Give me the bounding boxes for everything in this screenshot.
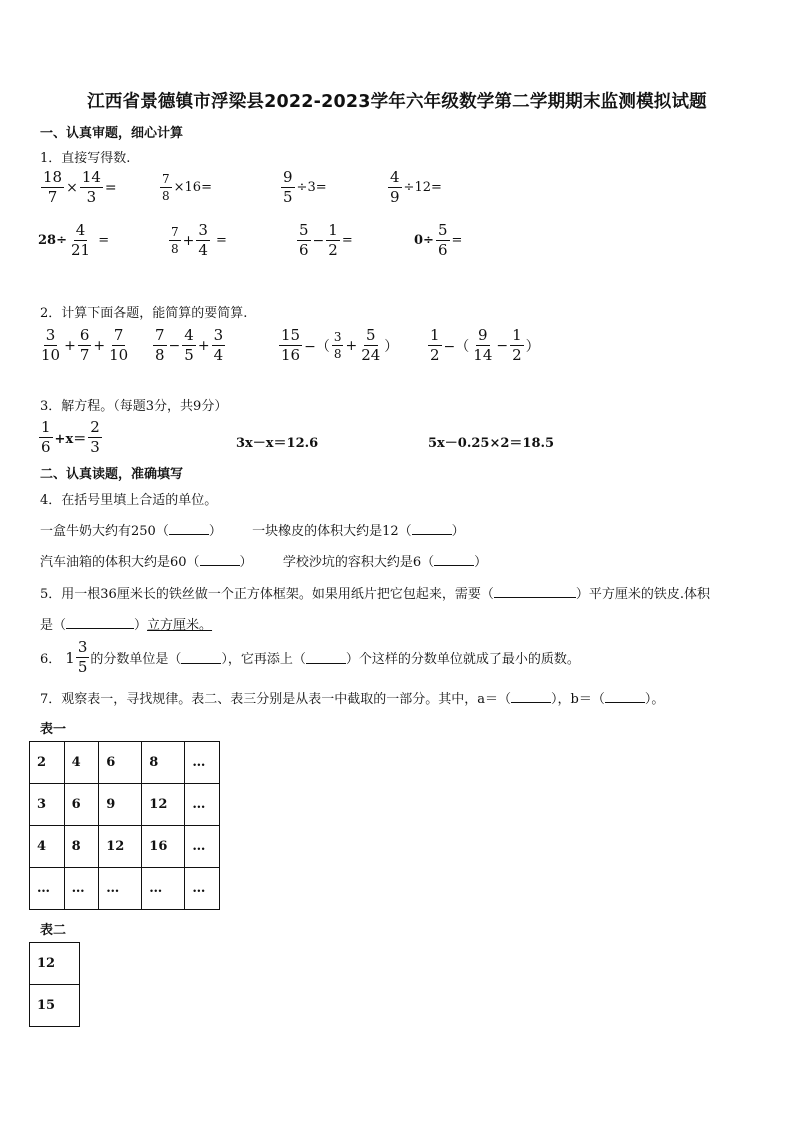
fraction: $\frac{5}{6}$ xyxy=(299,221,309,259)
section-1-heading: 一、认真审题，细心计算 xyxy=(40,126,184,141)
table-1-caption: 表一 xyxy=(40,722,67,737)
table-cell: 9 xyxy=(99,784,142,826)
answer-blank[interactable] xyxy=(434,554,474,566)
q1-label: 1．直接写得数. xyxy=(40,151,131,166)
fraction: $\frac{4}{21}$ xyxy=(70,221,91,259)
answer-blank[interactable] xyxy=(494,586,576,598)
table-cell: … xyxy=(142,868,185,910)
fraction: $\frac{7}{10}$ xyxy=(109,326,129,364)
q5-line-1: 5．用一根36厘米长的铁丝做一个正方体框架。如果用纸片把它包起来，需要（ ）平方厘米的铁皮.体积 xyxy=(40,587,710,602)
q1-item-b: $\frac{7}{8}$ ×16= xyxy=(162,172,212,203)
q2-expression-2: $\frac{7}{8}$ − $\frac{4}{5}$ + $\frac{3}{4}$ xyxy=(155,326,224,364)
answer-blank[interactable] xyxy=(306,652,346,664)
q1-item-a: $\frac{18}{7}$ × $\frac{14}{3}$ = xyxy=(43,168,117,206)
answer-blank-a[interactable] xyxy=(511,691,551,703)
answer-blank[interactable] xyxy=(412,523,452,535)
fraction: $\frac{7}{8}$ xyxy=(155,326,165,364)
table-cell: 12 xyxy=(30,943,80,985)
table-cell: … xyxy=(185,826,220,868)
table-cell: 4 xyxy=(30,826,65,868)
table-cell: … xyxy=(185,868,220,910)
section-2-heading: 二、认真读题，准确填写 xyxy=(40,467,184,482)
q3-equation-2: 3x－x＝12.6 xyxy=(236,436,319,451)
table-cell: 6 xyxy=(64,784,99,826)
table-row xyxy=(30,943,80,985)
answer-blank[interactable] xyxy=(169,523,209,535)
table-row xyxy=(30,742,220,784)
fraction: $\frac{3}{10}$ xyxy=(41,326,61,364)
fraction: $\frac{5}{6}$ xyxy=(437,221,448,259)
table-2-caption: 表二 xyxy=(40,923,67,938)
fraction: $\frac{3}{4}$ xyxy=(198,221,208,259)
fraction: $\frac{1}{2}$ xyxy=(328,221,338,259)
table-cell: 12 xyxy=(142,784,185,826)
fraction: $\frac{4}{9}$ xyxy=(390,168,400,206)
table-2 xyxy=(29,942,80,1027)
table-cell: 8 xyxy=(64,826,99,868)
table-cell: … xyxy=(30,868,65,910)
table-cell: 15 xyxy=(30,985,80,1027)
q3-label: 3．解方程。（每题3分，共9分） xyxy=(40,399,228,414)
q2-label: 2．计算下面各题，能简算的要简算. xyxy=(40,306,248,321)
answer-blank-b[interactable] xyxy=(605,691,645,703)
q1-item-d: $\frac{4}{9}$ ÷12= xyxy=(390,168,442,206)
q2-expression-1: $\frac{3}{10}$ + $\frac{6}{7}$ + $\frac{7}{10}$ xyxy=(41,326,129,364)
q3-equation-3: 5x－0.25×2＝18.5 xyxy=(428,436,555,451)
fraction: $\frac{1}{6}$ xyxy=(41,418,51,456)
fraction: $\frac{15}{16}$ xyxy=(281,326,301,364)
fraction: $\frac{4}{5}$ xyxy=(184,326,194,364)
table-cell: … xyxy=(64,868,99,910)
q4-line-1: 一盒牛奶大约有250（ ） 一块橡皮的体积大约是12（ ） xyxy=(40,524,465,539)
q3-equation-1: $\frac{1}{6}$ +x＝ $\frac{2}{3}$ xyxy=(41,418,100,456)
fraction: $\frac{6}{7}$ xyxy=(79,326,90,364)
q7-line: 7．观察表一，寻找规律。表二、表三分别是从表一中截取的一部分。其中，a＝（ ），b＝（ ）。 xyxy=(40,692,665,707)
q1-item-c: $\frac{9}{5}$ ÷3= xyxy=(283,168,327,206)
q6-line: 6． 1 $\frac{3}{5}$ 的分数单位是（ ），它再添上（ ）个这样的分数单位就成了最小的质数。 xyxy=(40,638,580,676)
table-cell: … xyxy=(99,868,142,910)
fraction: $\frac{2}{3}$ xyxy=(90,418,100,456)
table-row xyxy=(30,784,220,826)
q1-item-g: $\frac{5}{6}$ − $\frac{1}{2}$ = xyxy=(299,221,353,259)
table-row xyxy=(30,985,80,1027)
fraction: $\frac{3}{8}$ xyxy=(333,330,342,361)
fraction: $\frac{9}{14}$ xyxy=(473,326,493,364)
table-cell: … xyxy=(185,784,220,826)
table-1 xyxy=(29,741,220,910)
q2-expression-4: $\frac{1}{2}$ −（ $\frac{9}{14}$ − $\frac{1}{2}$ ） xyxy=(430,326,540,364)
fraction: $\frac{3}{4}$ xyxy=(213,326,224,364)
q5-line-2: 是（ ）立方厘米。 xyxy=(40,618,213,633)
table-cell: 16 xyxy=(142,826,185,868)
fraction: $\frac{18}{7}$ xyxy=(43,168,63,206)
page-title: 江西省景德镇市浮梁县2022-2023学年六年级数学第二学期期末监测模拟试题 xyxy=(87,92,707,112)
table-cell: 3 xyxy=(30,784,65,826)
table-cell: 4 xyxy=(64,742,99,784)
fraction: $\frac{14}{3}$ xyxy=(81,168,101,206)
fraction: $\frac{1}{2}$ xyxy=(512,326,522,364)
table-row xyxy=(30,868,220,910)
answer-blank[interactable] xyxy=(66,617,134,629)
q1-item-h: 0÷ $\frac{5}{6}$ = xyxy=(414,221,463,259)
fraction: $\frac{3}{5}$ xyxy=(77,638,88,676)
q4-line-2: 汽车油箱的体积大约是60（ ） 学校沙坑的容积大约是6（ ） xyxy=(40,555,488,570)
fraction: $\frac{9}{5}$ xyxy=(283,168,293,206)
q4-label: 4．在括号里填上合适的单位。 xyxy=(40,493,218,508)
answer-blank[interactable] xyxy=(181,652,221,664)
fraction: $\frac{7}{8}$ xyxy=(162,172,170,203)
q2-expression-3: $\frac{15}{16}$ −（ $\frac{3}{8}$ + $\frac{5}{24}$ ） xyxy=(281,326,399,364)
fraction: $\frac{7}{8}$ xyxy=(171,225,179,256)
table-row xyxy=(30,826,220,868)
table-cell: 8 xyxy=(142,742,185,784)
table-cell: … xyxy=(185,742,220,784)
table-cell: 6 xyxy=(99,742,142,784)
table-cell: 2 xyxy=(30,742,65,784)
q1-item-f: $\frac{7}{8}$ + $\frac{3}{4}$ = xyxy=(171,221,227,259)
fraction: $\frac{1}{2}$ xyxy=(430,326,440,364)
answer-blank[interactable] xyxy=(200,554,240,566)
q1-item-e: 28÷ $\frac{4}{21}$ = xyxy=(38,221,110,259)
table-cell: 12 xyxy=(99,826,142,868)
fraction: $\frac{5}{24}$ xyxy=(361,326,381,364)
